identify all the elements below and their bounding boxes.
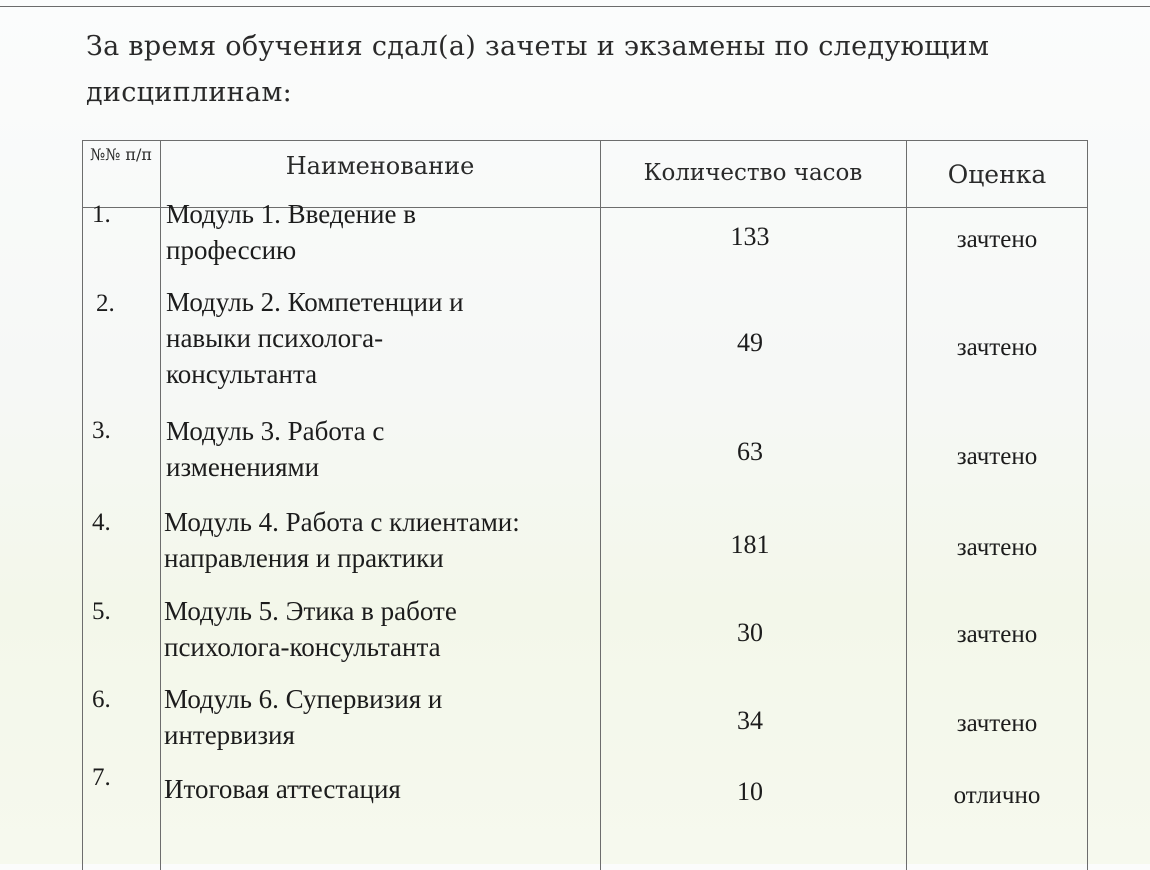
row-discipline-name: Модуль 5. Этика в работе психолога-консультанта	[164, 596, 457, 662]
row-hours: 181	[730, 530, 770, 559]
row-number: 6.	[92, 686, 111, 713]
row-discipline-name: Модуль 4. Работа с клиентами: направления и практики	[164, 507, 520, 573]
row-hours: 10	[737, 777, 763, 806]
top-rule	[0, 6, 1150, 7]
row-grade: зачтено	[956, 443, 1038, 470]
header-hours: Количество часов	[643, 160, 863, 186]
table-left-border	[82, 140, 83, 870]
intro-text: За время обучения сдал(а) зачеты и экзамены по следующим дисциплинам:	[86, 31, 990, 108]
row-discipline-name: Модуль 6. Супервизия и интервизия	[164, 684, 443, 750]
row-number: 4.	[92, 509, 111, 536]
row-grade: зачтено	[956, 621, 1038, 648]
row-discipline-name: Модуль 3. Работа с изменениями	[166, 416, 385, 482]
header-grade: Оценка	[947, 160, 1047, 189]
row-number: 2.	[96, 290, 115, 317]
header-number: №№ п/п	[89, 145, 153, 164]
disciplines-table	[82, 140, 1088, 870]
row-discipline-name: Итоговая аттестация	[164, 774, 401, 804]
row-number: 5.	[92, 598, 111, 625]
row-grade: зачтено	[956, 710, 1038, 737]
row-number: 1.	[92, 201, 111, 228]
row-number: 7.	[92, 764, 111, 791]
header-name: Наименование	[285, 152, 475, 180]
row-hours: 133	[730, 222, 770, 251]
row-grade: отлично	[953, 782, 1041, 809]
row-grade: зачтено	[956, 534, 1038, 561]
column-divider-number	[160, 140, 161, 870]
row-discipline-name: Модуль 2. Компетенции и навыки психолога- консультанта	[166, 287, 464, 389]
row-hours: 34	[737, 706, 763, 735]
table-top-border	[82, 140, 1088, 141]
row-number: 3.	[92, 417, 111, 444]
row-hours: 63	[737, 437, 763, 466]
row-discipline-name: Модуль 1. Введение в профессию	[166, 199, 416, 265]
row-grade: зачтено	[956, 334, 1038, 361]
row-hours: 30	[737, 618, 763, 647]
row-grade: зачтено	[956, 226, 1038, 253]
row-hours: 49	[737, 328, 763, 357]
